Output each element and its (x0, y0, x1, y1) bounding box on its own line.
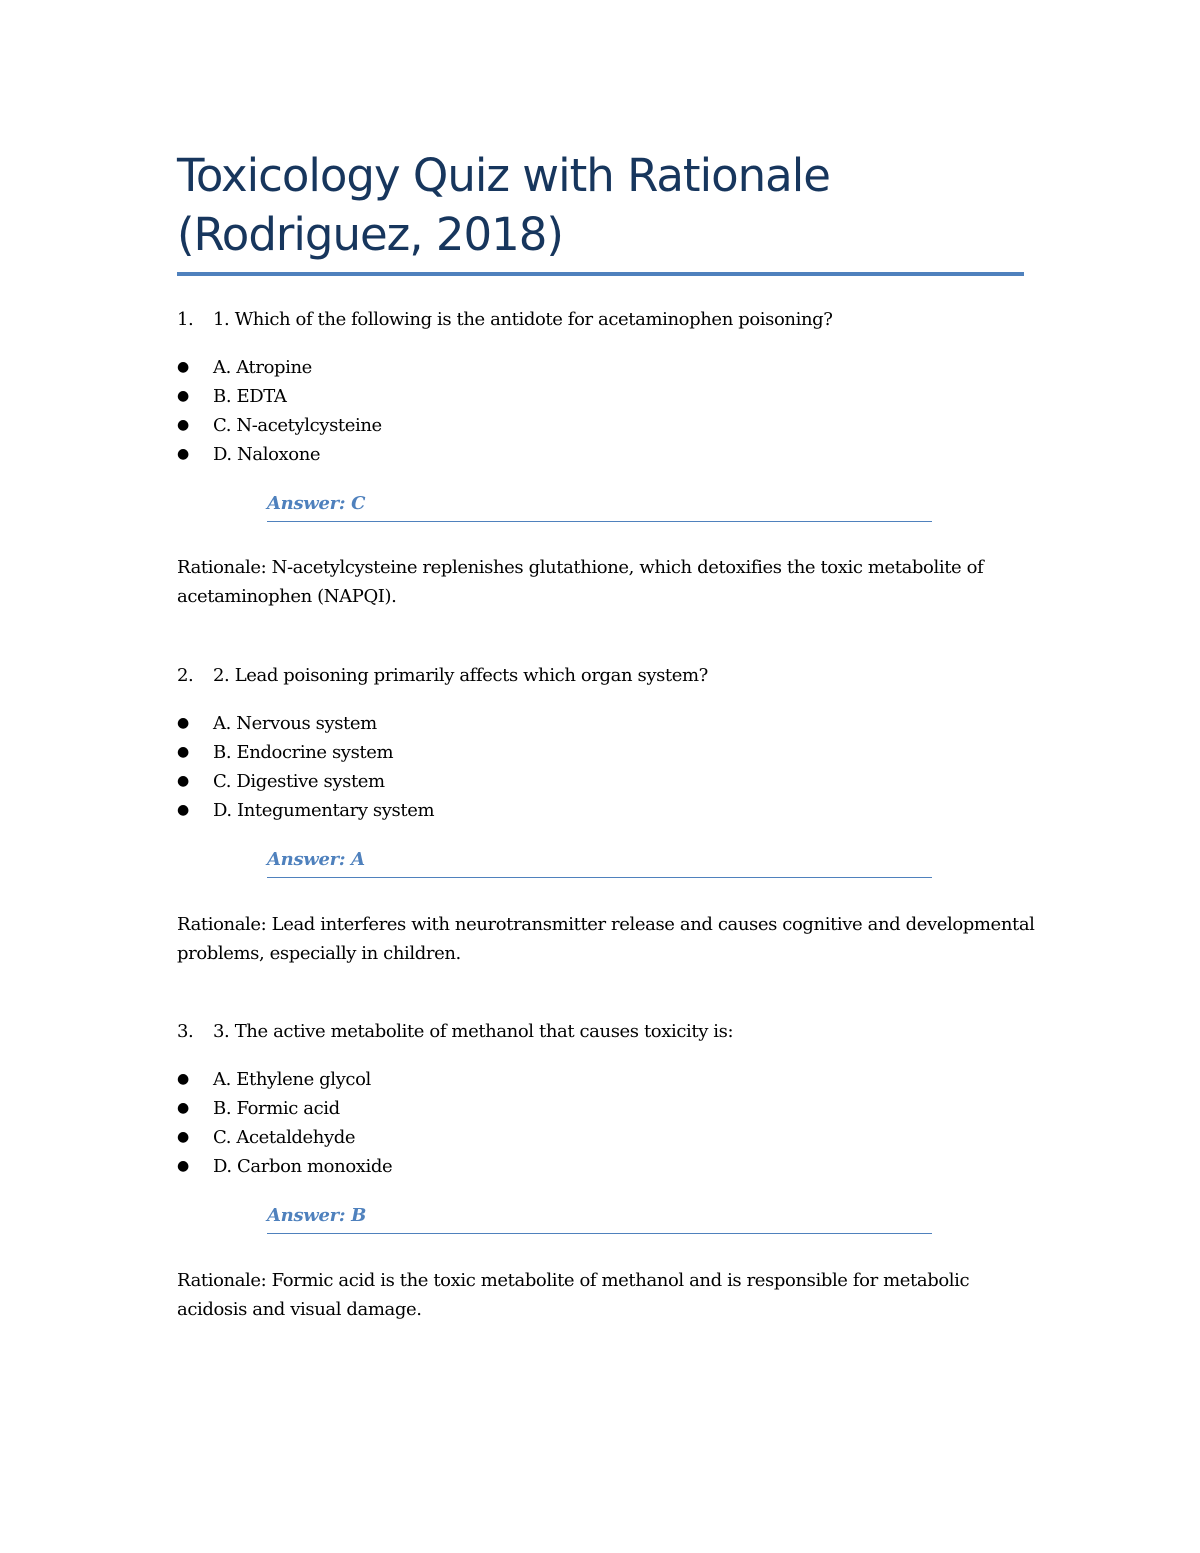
option-label: C. N-acetylcysteine (213, 415, 382, 436)
bullet-icon: ● (177, 1071, 189, 1087)
rationale-2: Rationale: Lead interferes with neurotransmitter release and causes cognitive and developmental problems, especially in children. (177, 914, 1035, 964)
option-label: A. Atropine (213, 357, 312, 378)
question-number: 3. (177, 1021, 194, 1042)
option-item (177, 382, 382, 411)
option-item (177, 1152, 392, 1181)
question-text: 2. Lead poisoning primarily affects which organ system? (213, 665, 708, 686)
answer-2: Answer: A (267, 847, 932, 878)
option-label: D. Carbon monoxide (213, 1156, 393, 1177)
option-label: D. Naloxone (213, 444, 321, 465)
bullet-icon: ● (177, 446, 189, 462)
option-label: B. Formic acid (213, 1098, 340, 1119)
option-item (177, 738, 434, 767)
option-label: A. Ethylene glycol (213, 1069, 371, 1090)
option-item (177, 767, 434, 796)
bullet-icon: ● (177, 1158, 189, 1174)
option-item (177, 709, 434, 738)
question-number: 1. (177, 309, 194, 330)
option-label: C. Digestive system (213, 771, 385, 792)
answer-3: Answer: B (267, 1203, 932, 1234)
option-label: D. Integumentary system (213, 800, 435, 821)
bullet-icon: ● (177, 773, 189, 789)
option-label: B. EDTA (213, 386, 287, 407)
document-title: Toxicology Quiz with Rationale (Rodriguez, 2018) (177, 149, 830, 261)
question-1 (177, 308, 833, 332)
option-item (177, 1123, 392, 1152)
option-item (177, 1094, 392, 1123)
option-label: A. Nervous system (213, 713, 377, 734)
question-2 (177, 664, 708, 688)
option-label: C. Acetaldehyde (213, 1127, 356, 1148)
question-text: 1. Which of the following is the antidote for acetaminophen poisoning? (213, 309, 833, 330)
options-list-3 (177, 1065, 392, 1181)
question-number: 2. (177, 665, 194, 686)
option-item (177, 440, 382, 469)
bullet-icon: ● (177, 417, 189, 433)
question-text: 3. The active metabolite of methanol that causes toxicity is: (213, 1021, 734, 1042)
question-3 (177, 1020, 733, 1044)
option-item (177, 411, 382, 440)
bullet-icon: ● (177, 802, 189, 818)
rationale-3: Rationale: Formic acid is the toxic metabolite of methanol and is responsible for metabolic acidosis and visual damage. (177, 1270, 970, 1320)
option-label: B. Endocrine system (213, 742, 394, 763)
option-item (177, 796, 434, 825)
bullet-icon: ● (177, 1129, 189, 1145)
answer-1: Answer: C (267, 491, 932, 522)
options-list-2 (177, 709, 434, 825)
bullet-icon: ● (177, 388, 189, 404)
rationale-1: Rationale: N-acetylcysteine replenishes glutathione, which detoxifies the toxic metabolite of acetaminophen (NAPQI). (177, 557, 984, 607)
bullet-icon: ● (177, 715, 189, 731)
options-list-1 (177, 353, 382, 469)
option-item (177, 1065, 392, 1094)
bullet-icon: ● (177, 359, 189, 375)
bullet-icon: ● (177, 1100, 189, 1116)
title-underline (177, 272, 1024, 276)
bullet-icon: ● (177, 744, 189, 760)
option-item (177, 353, 382, 382)
